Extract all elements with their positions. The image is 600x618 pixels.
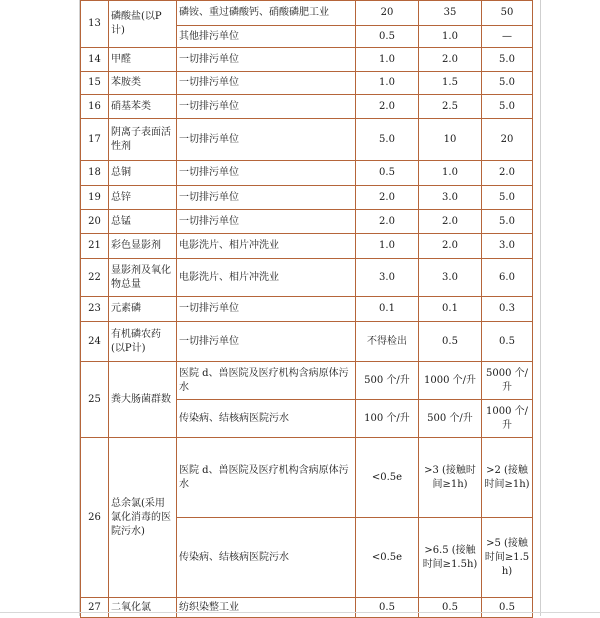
pollutant-name: 磷酸盐(以P计) <box>109 1 177 48</box>
grade-1-limit: 3.0 <box>356 259 419 297</box>
grade-3-limit: >2 (接触时间≥1h) <box>482 438 533 518</box>
grade-3-limit: >5 (接触时间≥1.5h) <box>482 518 533 598</box>
pollutant-name: 粪大肠菌群数 <box>109 362 177 438</box>
grade-3-limit: 20 <box>482 119 533 161</box>
applicable-scope: 医院 d、兽医院及医疗机构含病原体污水 <box>177 438 356 518</box>
applicable-scope: 一切排污单位 <box>177 48 356 72</box>
pollutant-name: 硝基苯类 <box>109 95 177 119</box>
table-row <box>81 119 533 161</box>
grade-1-limit: 0.5 <box>356 598 419 618</box>
pollutant-name: 总余氯(采用氯化消毒的医院污水) <box>109 438 177 598</box>
item-number: 26 <box>81 438 109 598</box>
applicable-scope: 一切排污单位 <box>177 119 356 161</box>
grade-2-limit: 2.0 <box>419 210 482 234</box>
table-row <box>81 598 533 618</box>
grade-1-limit: 2.0 <box>356 95 419 119</box>
item-number: 18 <box>81 161 109 186</box>
grade-3-limit: 5000 个/升 <box>482 362 533 400</box>
item-number: 17 <box>81 119 109 161</box>
applicable-scope: 一切排污单位 <box>177 210 356 234</box>
table-row <box>81 186 533 210</box>
page-margin-right <box>540 0 541 616</box>
applicable-scope: 电影洗片、相片冲洗业 <box>177 234 356 259</box>
grade-1-limit: 500 个/升 <box>356 362 419 400</box>
grade-1-limit: 0.5 <box>356 26 419 48</box>
pollutant-name: 苯胺类 <box>109 72 177 95</box>
grade-2-limit: 0.5 <box>419 322 482 362</box>
pollutant-name: 总锰 <box>109 210 177 234</box>
grade-3-limit: 2.0 <box>482 161 533 186</box>
grade-3-limit: 5.0 <box>482 95 533 119</box>
item-number: 19 <box>81 186 109 210</box>
applicable-scope: 一切排污单位 <box>177 186 356 210</box>
applicable-scope: 医院 d、兽医院及医疗机构含病原体污水 <box>177 362 356 400</box>
grade-3-limit: 0.3 <box>482 297 533 322</box>
grade-2-limit: 2.0 <box>419 48 482 72</box>
grade-1-limit: 1.0 <box>356 72 419 95</box>
grade-2-limit: 1.0 <box>419 161 482 186</box>
pollutant-name: 二氧化氯 <box>109 598 177 618</box>
applicable-scope: 一切排污单位 <box>177 95 356 119</box>
pollutant-name: 阴离子表面活性剂 <box>109 119 177 161</box>
applicable-scope: 一切排污单位 <box>177 72 356 95</box>
table-row <box>81 234 533 259</box>
item-number: 15 <box>81 72 109 95</box>
table-row <box>81 161 533 186</box>
applicable-scope: 传染病、结核病医院污水 <box>177 400 356 438</box>
item-number: 22 <box>81 259 109 297</box>
item-number: 13 <box>81 1 109 48</box>
applicable-scope: 纺织染整工业 <box>177 598 356 618</box>
grade-1-limit: <0.5e <box>356 518 419 598</box>
grade-3-limit: 6.0 <box>482 259 533 297</box>
applicable-scope: 一切排污单位 <box>177 161 356 186</box>
pollutant-name: 显影剂及氧化物总量 <box>109 259 177 297</box>
item-number: 14 <box>81 48 109 72</box>
table-row <box>81 48 533 72</box>
table-row <box>81 210 533 234</box>
grade-3-limit: 5.0 <box>482 186 533 210</box>
applicable-scope: 传染病、结核病医院污水 <box>177 518 356 598</box>
grade-3-limit: 50 <box>482 1 533 26</box>
table-row <box>81 95 533 119</box>
pollutant-name: 甲醛 <box>109 48 177 72</box>
grade-2-limit: 0.1 <box>419 297 482 322</box>
item-number: 23 <box>81 297 109 322</box>
discharge-limits-table <box>80 0 533 618</box>
grade-2-limit: 3.0 <box>419 259 482 297</box>
grade-2-limit: >3 (接触时间≥1h) <box>419 438 482 518</box>
grade-2-limit: >6.5 (接触时间≥1.5h) <box>419 518 482 598</box>
grade-1-limit: 100 个/升 <box>356 400 419 438</box>
item-number: 24 <box>81 322 109 362</box>
grade-1-limit: 5.0 <box>356 119 419 161</box>
page-bottom-rule <box>0 612 600 613</box>
grade-2-limit: 1.0 <box>419 26 482 48</box>
pollutant-name: 总铜 <box>109 161 177 186</box>
applicable-scope: 其他排污单位 <box>177 26 356 48</box>
item-number: 16 <box>81 95 109 119</box>
applicable-scope: 电影洗片、相片冲洗业 <box>177 259 356 297</box>
grade-2-limit: 3.0 <box>419 186 482 210</box>
grade-1-limit: 2.0 <box>356 210 419 234</box>
table-row <box>81 1 533 26</box>
applicable-scope: 一切排污单位 <box>177 322 356 362</box>
grade-1-limit: 0.1 <box>356 297 419 322</box>
pollutant-name: 有机磷农药(以P计) <box>109 322 177 362</box>
grade-3-limit: 5.0 <box>482 48 533 72</box>
item-number: 21 <box>81 234 109 259</box>
grade-1-limit: 20 <box>356 1 419 26</box>
grade-2-limit: 10 <box>419 119 482 161</box>
pollutant-name: 元素磷 <box>109 297 177 322</box>
item-number: 27 <box>81 598 109 618</box>
grade-3-limit: — <box>482 26 533 48</box>
grade-2-limit: 1.5 <box>419 72 482 95</box>
table-row <box>81 72 533 95</box>
grade-1-limit: <0.5e <box>356 438 419 518</box>
grade-3-limit: 3.0 <box>482 234 533 259</box>
item-number: 20 <box>81 210 109 234</box>
table-row <box>81 438 533 518</box>
grade-1-limit: 1.0 <box>356 234 419 259</box>
grade-3-limit: 5.0 <box>482 72 533 95</box>
table-row <box>81 297 533 322</box>
grade-3-limit: 5.0 <box>482 210 533 234</box>
pollutant-name: 总锌 <box>109 186 177 210</box>
grade-3-limit: 0.5 <box>482 322 533 362</box>
pollutant-name: 彩色显影剂 <box>109 234 177 259</box>
grade-2-limit: 1000 个/升 <box>419 362 482 400</box>
table-row <box>81 259 533 297</box>
grade-2-limit: 0.5 <box>419 598 482 618</box>
grade-2-limit: 2.5 <box>419 95 482 119</box>
table-row <box>81 362 533 400</box>
item-number: 25 <box>81 362 109 438</box>
grade-3-limit: 0.5 <box>482 598 533 618</box>
grade-1-limit: 1.0 <box>356 48 419 72</box>
grade-1-limit: 2.0 <box>356 186 419 210</box>
applicable-scope: 一切排污单位 <box>177 297 356 322</box>
grade-2-limit: 2.0 <box>419 234 482 259</box>
grade-1-limit: 不得检出 <box>356 322 419 362</box>
table-row <box>81 322 533 362</box>
grade-2-limit: 35 <box>419 1 482 26</box>
grade-2-limit: 500 个/升 <box>419 400 482 438</box>
grade-3-limit: 1000 个/升 <box>482 400 533 438</box>
grade-1-limit: 0.5 <box>356 161 419 186</box>
applicable-scope: 磷铵、重过磷酸钙、硝酸磷肥工业 <box>177 1 356 26</box>
